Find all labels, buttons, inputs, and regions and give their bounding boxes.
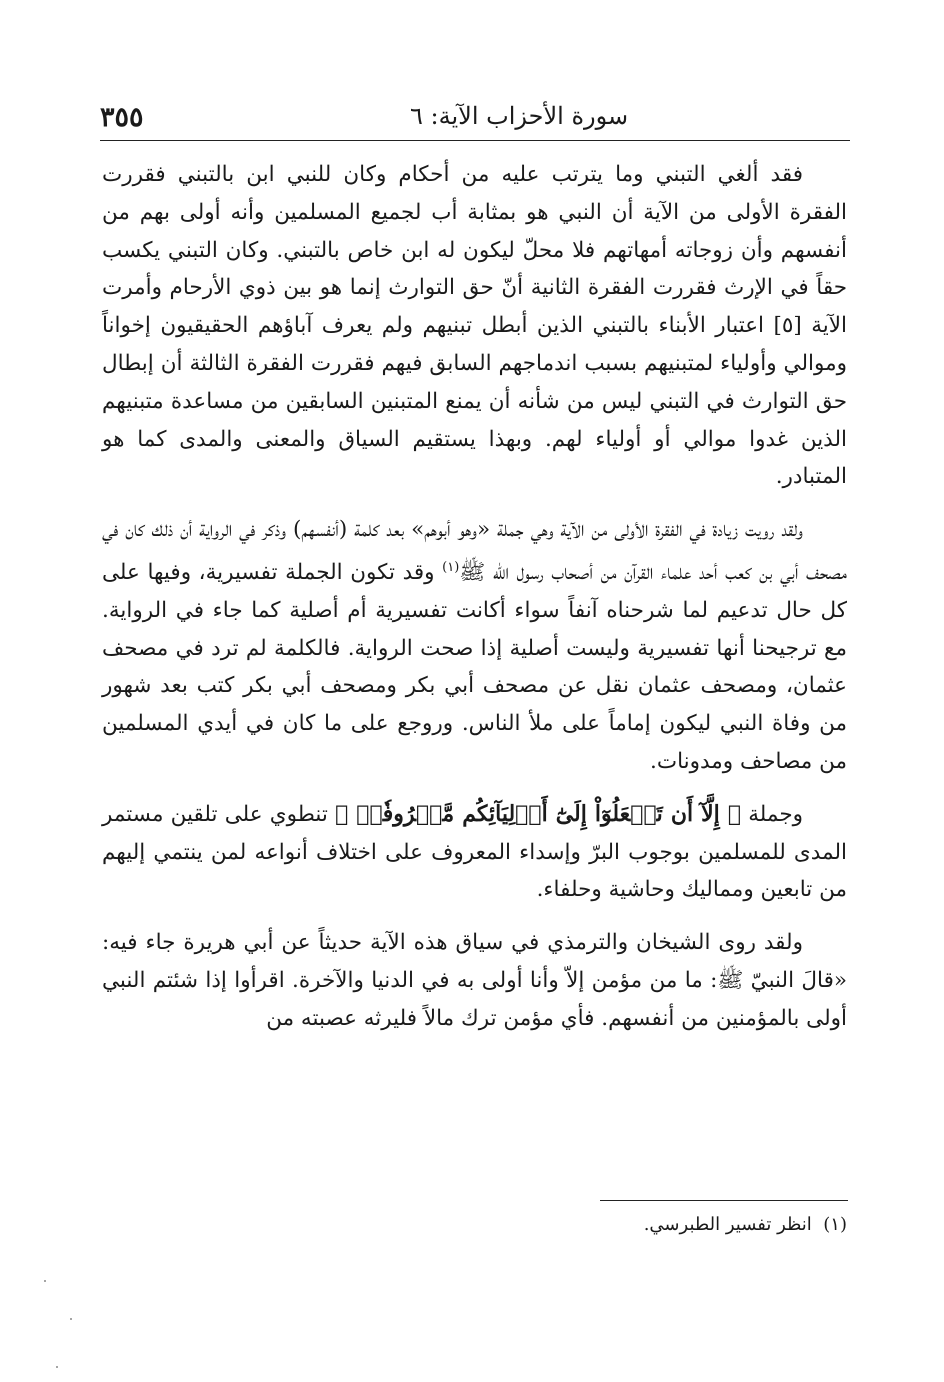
page-header	[100, 96, 850, 140]
page-number: ٣٥٥	[100, 102, 144, 133]
footnote-text: انظر تفسير الطبرسي.	[643, 1214, 812, 1235]
running-head: سورة الأحزاب الآية: ٦	[410, 102, 629, 130]
paragraph-3	[102, 796, 847, 909]
paragraph-3-text-start: وجملة	[741, 801, 803, 827]
quran-verse: ﴿ إِلَّآ أَن تَفۡعَلُوٓاْ إِلَىٰٓ أَوۡلِيَآئِكُم مَّعۡرُوفٗاۚ ﴾	[335, 800, 742, 827]
header-rule	[100, 140, 850, 141]
paragraph-4-text: ولقد روى الشيخان والترمذي في سياق هذه الآية حديثاً عن أبي هريرة جاء فيه: «قالَ النبيّ ﷺ: ما من مؤمن إلاّ وأنا أولى به في الدنيا والآخرة. اقرأوا إذا شئتم النبي أولى بالمؤمنين من أنفسهم. فأي مؤمن ترك مالاً فليرثه عصبته من	[102, 930, 847, 1031]
footnote	[102, 1212, 847, 1238]
footnote-rule	[600, 1200, 848, 1201]
paragraph-2-text-end: وقد تكون الجملة تفسيرية، وفيها على كل حال تدعيم لما شرحناه آنفاً سواء أكانت تفسيرية أم أصلية كما جاء في الرواية. مع ترجيحنا أنها تفسيرية وليست أصلية إذا صحت الرواية. فالكلمة لم ترد في مصحف عثمان، ومصحف عثمان نقل عن مصحف أبي بكر ومصحف أبي بكر كتب بعد شهور من وفاة النبي ليكون إماماً على ملأ الناس. وروجع على ما كان في أيدي المسلمين من مصاحف ومدونات.	[102, 559, 847, 774]
paragraph-2	[102, 511, 847, 781]
paragraph-1	[102, 156, 847, 496]
footnote-reference[interactable]: (١)	[442, 559, 460, 575]
paragraph-1-text: فقد ألغي التبني وما يترتب عليه من أحكام وكان للنبي ابن بالتبني فقررت الفقرة الأولى من الآية أن النبي هو بمثابة أب لجميع المسلمين وأنه أولى بهم من أنفسهم وأن زوجاته أمهاتهم فلا محلّ ليكون له ابن خاص بالتبني. وكان التبني يكسب حقاً في الإرث فقررت الفقرة الثانية أنّ حق التوارث إنما هو بين ذوي الأرحام وأمرت الآية [٥] اعتبار الأبناء بالتبني الذين أبطل تبنيهم ولم يعرف آباؤهم الحقيقيون إخواناً وموالي وأولياء لمتبنيهم بسبب اندماجهم السابق فيهم فقررت الفقرة الثالثة أن إبطال حق التوارث في التبني ليس من شأنه أن يمنع المتبنين السابقين من مساعدة متبنيهم الذين غدوا موالي أو أولياء لهم. وبهذا يستقيم السياق والمعنى والمدى كما هو المتبادر.	[102, 162, 847, 490]
scan-speck	[44, 1280, 46, 1282]
main-text	[102, 156, 847, 1038]
footnote-number: (١)	[823, 1214, 847, 1235]
paragraph-3-text-end: تنطوي على تلقين مستمر المدى للمسلمين بوجوب البرّ وإسداء المعروف على اختلاف أنواعه لمن ينتمي إليهم من تابعين ومماليك وحاشية وحلفاء.	[102, 801, 847, 903]
paragraph-2-text-start: ولقد رويت زيادة في الفقرة الأولى من الآية وهي جملة «وهو أبوهم» بعد كلمة (أنفسهم) وذكر في الرواية أن ذلك كان في مصحف أبي بن كعب أحد علماء القرآن من أصحاب رسول الله ﷺ	[102, 517, 847, 585]
scan-speck	[56, 1366, 58, 1368]
scan-speck	[70, 1318, 72, 1320]
paragraph-4	[102, 924, 847, 1037]
